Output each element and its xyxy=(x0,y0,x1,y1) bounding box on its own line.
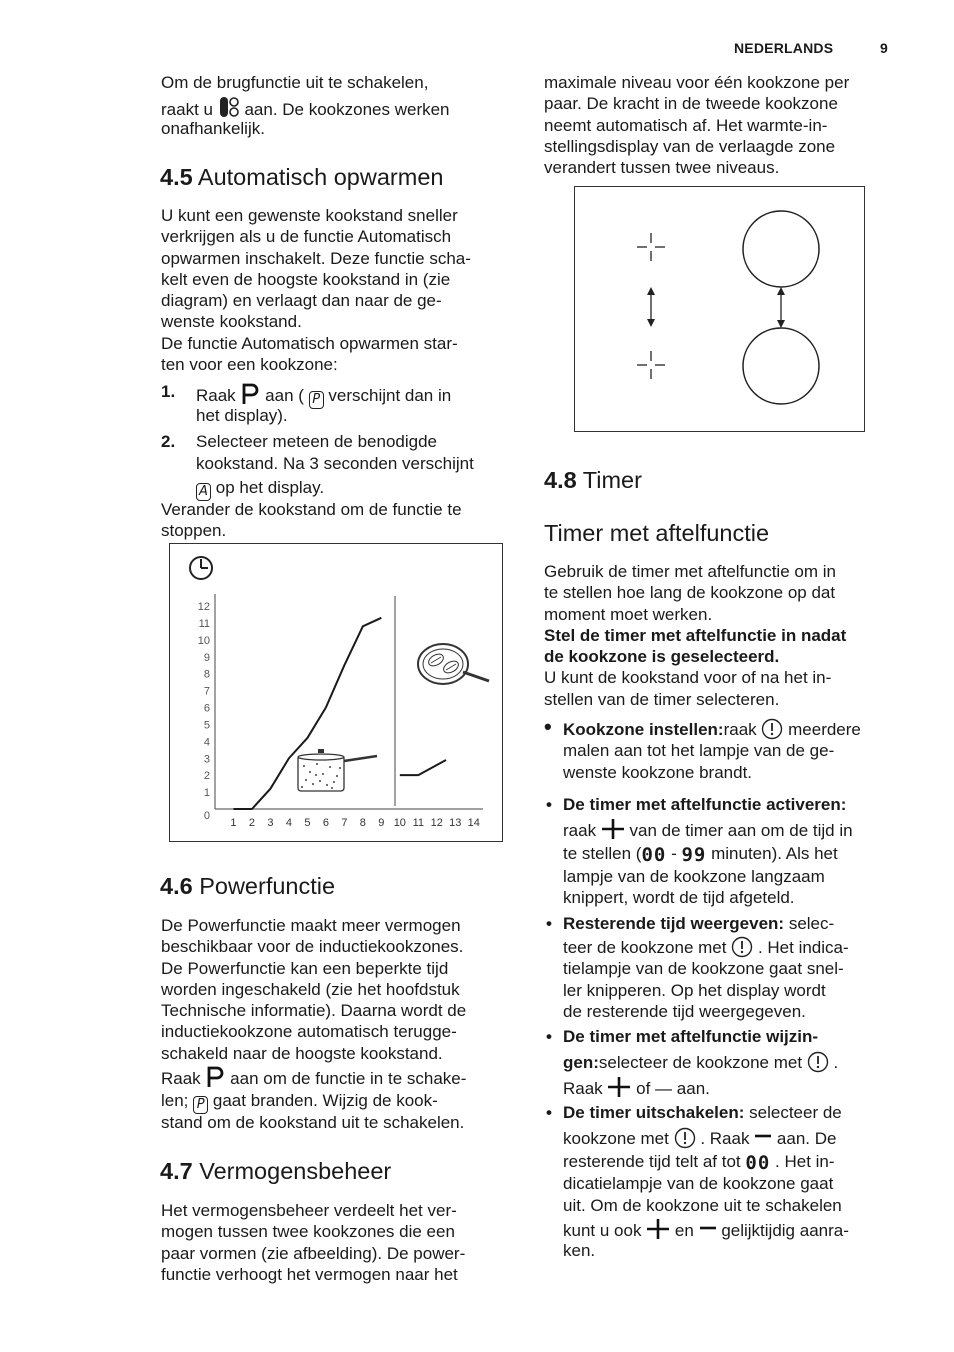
pot-illustration xyxy=(298,749,377,791)
y-tick-label: 1 xyxy=(203,787,210,800)
bullet-2-marker: • xyxy=(546,795,552,814)
x-tick-label: 9 xyxy=(378,817,385,829)
bridge-icon xyxy=(218,96,240,118)
x-tick-label: 8 xyxy=(359,817,366,829)
bullet-5-line-3: resterende tijd telt af tot 00 . Het in- xyxy=(563,1152,835,1174)
x-tick-label: 11 xyxy=(412,817,425,829)
display-p-box: P xyxy=(193,1096,208,1114)
bullet-3-line-1: Resterende tijd weergeven: selec- xyxy=(563,914,835,933)
plus-icon xyxy=(601,818,625,840)
bullet-4-line-1: De timer met aftelfunctie wijzin- xyxy=(563,1027,819,1046)
bullet-2-line-4: lampje van de kookzone langzaam xyxy=(563,867,825,886)
step-2-line-1: Selecteer meteen de benodigde xyxy=(196,432,438,451)
auto-heat-chart xyxy=(169,543,503,842)
bullet-5-marker: • xyxy=(546,1103,552,1122)
power-p-icon xyxy=(240,383,260,405)
bullet-1-marker: • xyxy=(544,714,552,739)
right-top-paragraph: maximale niveau voor één kookzone per paar. De kracht in de tweede kookzone neemt automatisch af. Het warmte-in- stellingsdisplay van de verlaagde zone verandert tussen twee niveaus. xyxy=(544,73,850,178)
display-indicator-top xyxy=(637,233,665,261)
chart-series-line xyxy=(400,760,446,775)
x-tick-label: 12 xyxy=(430,817,443,829)
bullet-2-line-5: knippert, wordt de tijd afgeteld. xyxy=(563,888,795,907)
section-4-7-paragraph: Het vermogensbeheer verdeelt het ver- mogen tussen twee kookzones die een paar vormen (zie afbeelding). De power- functie verhoogt het vermogen naar het xyxy=(161,1201,466,1284)
step-2-number: 2. xyxy=(161,432,176,451)
intro-line-3: onafhankelijk. xyxy=(161,119,265,138)
bullet-3-line-5: de resterende tijd weergegeven. xyxy=(563,1002,806,1021)
bullet-5-line-6: kunt u ook en gelijktijdig aanra- xyxy=(563,1218,849,1241)
bullet-3-marker: • xyxy=(546,914,552,933)
bullet-5-line-4: dicatielampje van de kookzone gaat xyxy=(563,1174,834,1193)
section-4-7-heading: 4.7 Vermogensbeheer xyxy=(160,1158,392,1184)
section-4-6-line-9: len; P gaat branden. Wijzig de kook- xyxy=(161,1091,438,1112)
bullet-5-line-2: kookzone met . Raak aan. De xyxy=(563,1129,837,1148)
x-tick-label: 13 xyxy=(449,817,462,829)
segment-00: 00 xyxy=(745,1152,771,1174)
bullet-1-line-2: malen aan tot het lampje van de ge- xyxy=(563,741,835,760)
bullet-5-line-5: uit. Om de kookzone uit te schakelen xyxy=(563,1196,842,1215)
x-tick-label: 5 xyxy=(304,817,311,829)
x-tick-label: 3 xyxy=(267,817,274,829)
x-tick-label: 4 xyxy=(285,817,292,829)
section-4-6-line-8: Raak aan om de functie in te schake- xyxy=(161,1066,466,1089)
display-p-box: P xyxy=(309,391,324,409)
cooking-zone-bottom xyxy=(743,328,819,404)
y-tick-label: 5 xyxy=(203,719,210,732)
section-4-5-heading: 4.5 Automatisch opwarmen xyxy=(160,164,444,190)
power-management-figure xyxy=(574,186,865,432)
zone-arrow xyxy=(777,287,785,328)
x-tick-label: 1 xyxy=(230,817,237,829)
display-arrow xyxy=(647,287,655,327)
minus-icon xyxy=(699,1222,717,1234)
y-tick-label: 10 xyxy=(197,634,210,647)
y-tick-label: 9 xyxy=(203,651,210,664)
y-tick-label: 11 xyxy=(198,617,210,630)
segment-99: 99 xyxy=(681,844,707,866)
timer-subheading: Timer met aftelfunctie xyxy=(544,520,770,546)
bullet-5-line-7: ken. xyxy=(563,1241,596,1260)
timer-icon xyxy=(190,557,212,579)
y-tick-label: 0 xyxy=(203,810,210,822)
running-header-language: NEDERLANDS xyxy=(734,40,834,56)
bullet-4-line-3: Raak of — aan. xyxy=(563,1076,710,1099)
bullet-4-line-2: gen:selecteer de kookzone met . xyxy=(563,1053,839,1072)
step-2-line-3: A op het display. xyxy=(196,477,324,501)
bullet-1-line-3: wenste kookzone brandt. xyxy=(563,763,753,782)
page-number: 9 xyxy=(880,40,888,56)
display-a-box: A xyxy=(196,483,211,501)
y-tick-label: 8 xyxy=(203,668,210,681)
section-4-6-line-10: stand om de kookstand uit te schakelen. xyxy=(161,1113,465,1132)
y-tick-label: 2 xyxy=(203,770,210,783)
step-1-line-2: het display). xyxy=(196,406,288,425)
x-tick-label: 14 xyxy=(467,817,480,829)
y-tick-label: 3 xyxy=(203,753,210,766)
clock-select-icon xyxy=(674,1127,696,1149)
cooking-zone-top xyxy=(743,211,819,287)
power-management-svg xyxy=(575,187,864,431)
x-tick-label: 10 xyxy=(393,817,406,829)
bullet-3-line-4: ler knipperen. Op het display wordt xyxy=(563,981,826,1000)
plus-icon xyxy=(607,1076,631,1098)
plus-icon xyxy=(646,1218,670,1240)
minus-icon xyxy=(754,1130,772,1142)
x-tick-label: 6 xyxy=(322,817,329,829)
segment-00: 00 xyxy=(641,844,667,866)
step-2-line-2: kookstand. Na 3 seconden verschijnt xyxy=(196,454,474,473)
section-4-6-heading: 4.6 Powerfunctie xyxy=(160,873,336,899)
step-1-number: 1. xyxy=(161,382,176,401)
y-tick-label: 12 xyxy=(197,601,210,613)
clock-select-icon xyxy=(807,1051,829,1073)
bullet-2-line-3: te stellen (00 - 99 minuten). Als het xyxy=(563,844,838,866)
y-tick-label: 4 xyxy=(203,736,210,749)
section-4-5-paragraph-2: Verander de kookstand om de functie te stoppen. xyxy=(161,500,462,541)
timer-paragraph: Gebruik de timer met aftelfunctie om in te stellen hoe lang de kookzone op dat moment moet werken. Stel de timer met aftelfunctie in nadat de kookzone is geselecteerd. U kunt de kookstand voor of na het in- stellen van de timer selecteren. xyxy=(544,562,847,709)
bullet-2-line-1: De timer met aftelfunctie activeren: xyxy=(563,795,847,814)
x-tick-label: 2 xyxy=(248,817,256,829)
section-4-8-heading: 4.8 Timer xyxy=(544,467,642,493)
power-p-icon xyxy=(205,1066,225,1088)
intro-line-1: Om de brugfunctie uit te schakelen, xyxy=(161,73,429,92)
auto-heat-chart-svg xyxy=(170,544,502,841)
bullet-1-line-1: Kookzone instellen:raak meerdere xyxy=(563,720,861,739)
bullet-3-line-3: tielampje van de kookzone gaat snel- xyxy=(563,959,844,978)
display-indicator-bottom xyxy=(637,351,665,379)
clock-select-icon xyxy=(731,936,753,958)
section-4-5-paragraph: U kunt een gewenste kookstand sneller verkrijgen als u de functie Automatisch opwarmen inschakelt. Deze functie scha- kelt even de hoogste kookstand in (zie diagram) en verlaagt dan naar de ge- wenste kookstand. De functie Automatisch opwarmen star- ten voor een kookzone: xyxy=(161,206,471,375)
intro-line-2: raakt u aan. De kookzones werken xyxy=(161,96,450,120)
x-tick-label: 7 xyxy=(341,817,348,829)
y-tick-label: 6 xyxy=(203,702,210,715)
step-1-line-1: Raak aan ( P verschijnt dan in xyxy=(196,383,451,409)
section-4-6-paragraph: De Powerfunctie maakt meer vermogen beschikbaar voor de inductiekookzones. De Powerfunctie kan een beperkte tijd worden ingeschakeld (zie het hoofdstuk Technische informatie). Daarna wordt de inductiekookzone automatisch terugge- schakeld naar de hoogste kookstand. xyxy=(161,916,467,1063)
y-tick-label: 7 xyxy=(203,685,210,698)
bullet-2-line-2: raak van de timer aan om de tijd in xyxy=(563,818,853,841)
clock-select-icon xyxy=(761,718,783,740)
frying-pan-illustration xyxy=(418,644,489,684)
bullet-4-marker: • xyxy=(546,1027,552,1046)
bullet-5-line-1: De timer uitschakelen: selecteer de xyxy=(563,1103,842,1122)
bullet-3-line-2: teer de kookzone met . Het indica- xyxy=(563,938,849,957)
